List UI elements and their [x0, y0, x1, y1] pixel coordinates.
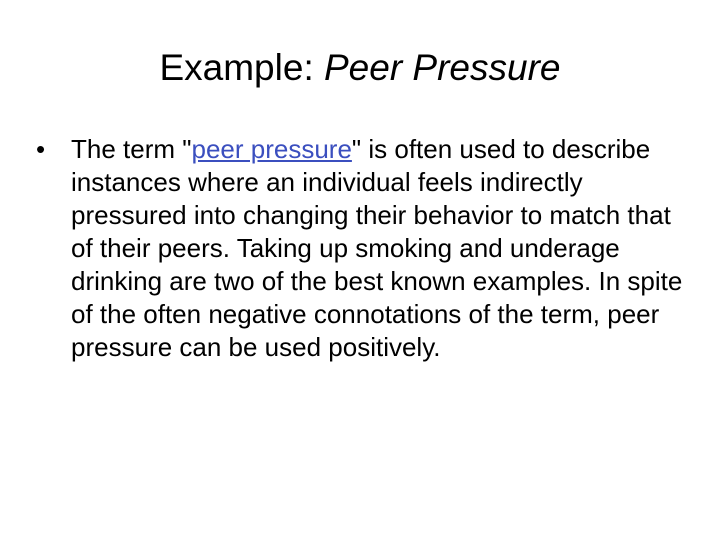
slide-body	[36, 133, 688, 364]
bullet-text-after-link: " is often used to describe instances where an individual feels indirectly pressured into changing their behavior to match that of their peers. Taking up smoking and underage drinking are two of the best known examples. In spite of the often negative connotations of the term, peer pressure can be used positively.	[71, 134, 683, 362]
title-prefix: Example:	[159, 47, 324, 88]
bullet-item	[36, 133, 688, 364]
slide-title	[0, 44, 720, 92]
peer-pressure-link[interactable]: peer pressure	[191, 134, 352, 164]
bullet-icon: •	[36, 134, 46, 164]
title-topic: Peer Pressure	[324, 47, 561, 88]
bullet-text-before-link: The term "	[71, 134, 192, 164]
